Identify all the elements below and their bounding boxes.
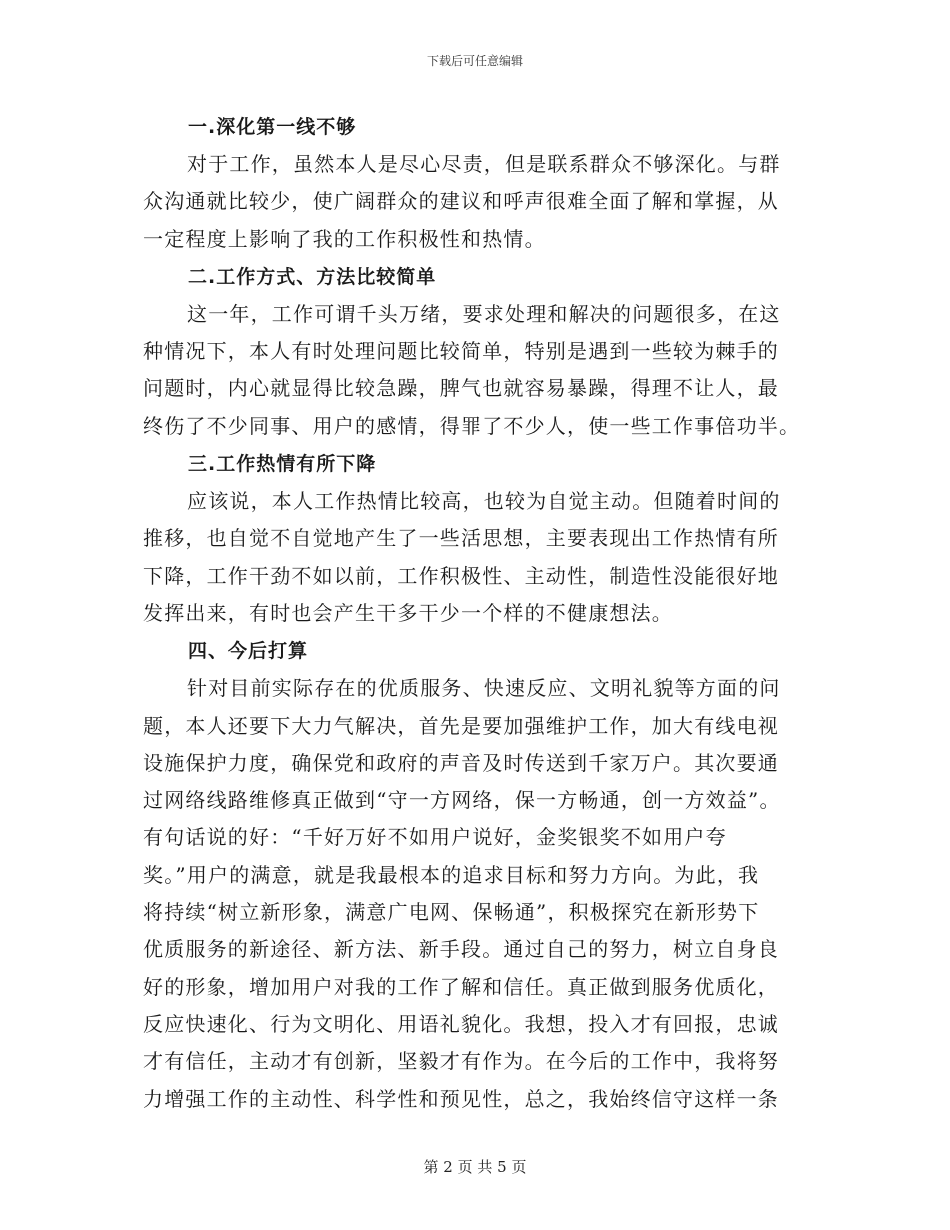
section-heading: 三.工作热情有所下降 <box>188 453 377 476</box>
section-heading: 二.工作方式、方法比较简单 <box>188 265 437 288</box>
paragraph-line: 反应快速化、行为文明化、用语礼貌化。我想，投入才有回报，忠诚 <box>143 1011 779 1036</box>
paragraph-line: 有句话说的好：“千好万好不如用户说好，金奖银奖不如用户夸 <box>143 825 727 850</box>
page-header: 下载后可任意编辑 <box>426 54 523 68</box>
paragraph-line: 过网络线路维修真正做到“守一方网络，保一方畅通，创一方效益”。 <box>143 788 781 813</box>
page-number-footer: 第 2 页 共 5 页 <box>423 1158 527 1176</box>
paragraph-line: 奖。”用户的满意，就是我最根本的追求目标和努力方向。为此，我 <box>143 862 760 887</box>
paragraph-line: 终伤了不少同事、用户的感情，得罪了不少人，使一些工作事倍功半。 <box>143 413 801 438</box>
paragraph-line: 推移，也自觉不自觉地产生了一些活思想，主要表现出工作热情有所 <box>143 526 779 551</box>
paragraph-line: 应该说，本人工作热情比较高，也较为自觉主动。但随着时间的 <box>187 489 781 514</box>
section-1 <box>143 108 803 258</box>
paragraph-line: 将持续“树立新形象，满意广电网、保畅通”，积极探究在新形势下 <box>143 900 760 925</box>
paragraph-line: 问题时，内心就显得比较急躁，脾气也就容易暴躁，得理不让人，最 <box>143 376 779 401</box>
section-heading: 四、今后打算 <box>188 640 309 663</box>
paragraph-line: 题，本人还要下大力气解决，首先是要加强维护工作，加大有线电视 <box>143 713 779 738</box>
paragraph-line: 好的形象，增加用户对我的工作了解和信任。真正做到服务优质化， <box>143 974 779 999</box>
paragraph-line: 对于工作，虽然本人是尽心尽责，但是联系群众不够深化。与群 <box>187 152 781 176</box>
paragraph-line: 针对目前实际存在的优质服务、快速反应、文明礼貌等方面的问 <box>187 676 781 701</box>
paragraph-line: 设施保护力度，确保党和政府的声音及时传送到千家万户。其次要通 <box>143 750 779 775</box>
section-4 <box>143 632 803 1118</box>
section-heading: 一.深化第一线不够 <box>188 116 357 138</box>
section-3 <box>143 445 803 632</box>
paragraph-line: 发挥出来，有时也会产生干多干少一个样的不健康想法。 <box>143 600 673 625</box>
document-body <box>143 108 803 1118</box>
paragraph-line: 才有信任，主动才有创新，坚毅才有作为。在今后的工作中，我将努 <box>143 1049 779 1074</box>
paragraph-line: 下降，工作干劲不如以前，工作积极性、主动性，制造性没能很好地 <box>143 563 779 588</box>
paragraph-line: 这一年，工作可谓千头万绪，要求处理和解决的问题很多，在这 <box>187 301 781 326</box>
paragraph-line: 种情况下，本人有时处理问题比较简单，特别是遇到一些较为棘手的 <box>143 339 779 364</box>
paragraph-line: 优质服务的新途径、新方法、新手段。通过自己的努力，树立自身良 <box>143 937 779 962</box>
paragraph-line: 众沟通就比较少，使广阔群众的建议和呼声很难全面了解和掌握，从 <box>143 189 779 214</box>
paragraph-line: 力增强工作的主动性、科学性和预见性，总之，我始终信守这样一条 <box>143 1086 779 1111</box>
section-2 <box>143 258 803 445</box>
paragraph-line: 一定程度上影响了我的工作积极性和热情。 <box>143 226 546 251</box>
